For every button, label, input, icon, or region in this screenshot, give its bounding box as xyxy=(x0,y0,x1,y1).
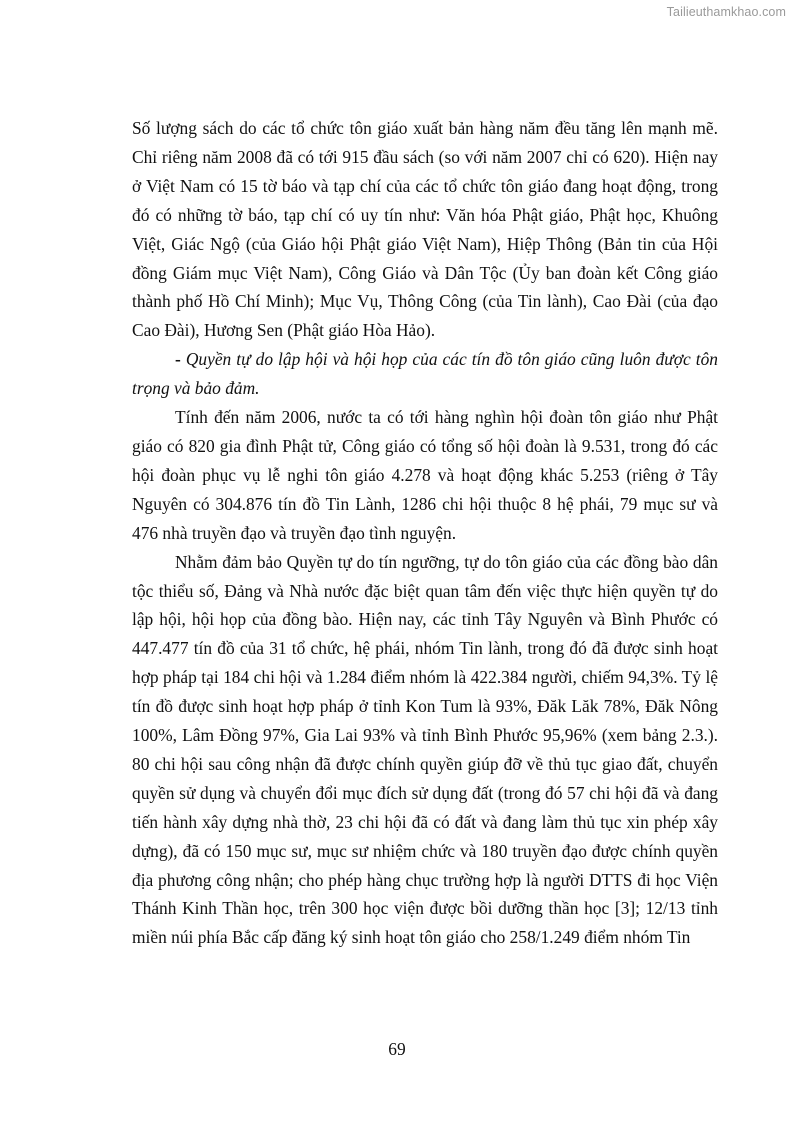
watermark: Tailieuthamkhao.com xyxy=(666,5,786,19)
page-number: 69 xyxy=(388,1039,406,1059)
italic-heading-text: Quyền tự do lập hội và hội họp của các tín đồ tôn giáo cũng luôn được tôn trọng và bảo đảm. xyxy=(132,349,719,399)
dash-prefix: - xyxy=(175,349,186,370)
paragraph-heading-freedom-of-association xyxy=(132,345,718,403)
paragraph-publications: Số lượng sách do các tổ chức tôn giáo xuất bản hàng năm đều tăng lên mạnh mẽ. Chỉ riêng năm 2008 đã có tới 915 đầu sách (so với năm 2007 chỉ có 620). Hiện nay ở Việt Nam có 15 tờ báo và tạp chí của các tổ chức tôn giáo đang hoạt động, trong đó có những tờ báo, tạp chí có uy tín như: Văn hóa Phật giáo, Phật học, Khuông Việt, Giác Ngộ (của Giáo hội Phật giáo Việt Nam), Hiệp Thông (Bản tin của Hội đồng Giám mục Việt Nam), Công Giáo và Dân Tộc (Ủy ban đoàn kết Công giáo thành phố Hồ Chí Minh); Mục Vụ, Thông Công (của Tin lành), Cao Đài (của đạo Cao Đài), Hương Sen (Phật giáo Hòa Hảo). xyxy=(132,118,718,341)
paragraph-ethnic-minorities: Nhằm đảm bảo Quyền tự do tín ngưỡng, tự do tôn giáo của các đồng bào dân tộc thiểu số, Đảng và Nhà nước đặc biệt quan tâm đến việc thực hiện quyền tự do lập hội, hội họp của đồng bào. Hiện nay, các tỉnh Tây Nguyên và Bình Phước có 447.477 tín đồ của 31 tổ chức, hệ phái, nhóm Tin lành, trong đó đã được sinh hoạt hợp pháp tại 184 chi hội và 1.284 điểm nhóm là 422.384 người, chiếm 94,3%. Tỷ lệ tín đồ được sinh hoạt hợp pháp ở tỉnh Kon Tum là 93%, Đăk Lăk 78%, Đăk Nông 100%, Lâm Đồng 97%, Gia Lai 93% và tỉnh Bình Phước 95,96% (xem bảng 2.3.). 80 chi hội sau công nhận đã được chính quyền giúp đỡ về thủ tục giao đất, chuyển quyền sử dụng và chuyển đổi mục đích sử dụng đất (trong đó 57 chi hội đã và đang tiến hành xây dựng nhà thờ, 23 chi hội đã có đất và đang làm thủ tục xin phép xây dựng), đã có 150 mục sư, mục sư nhiệm chức và 180 truyền đạo được chính quyền địa phương công nhận; cho phép hàng chục trường hợp là người DTTS đi học Viện Thánh Kinh Thần học, trên 300 học viện được bồi dưỡng thần học [3]; 12/13 tỉnh miền núi phía Bắc cấp đăng ký sinh hoạt tôn giáo cho 258/1.249 điểm nhóm Tin xyxy=(132,551,718,948)
paragraph-associations-2006: Tính đến năm 2006, nước ta có tới hàng nghìn hội đoàn tôn giáo như Phật giáo có 820 gia đình Phật tử, Công giáo có tổng số hội đoàn là 9.531, trong đó các hội đoàn phục vụ lễ nghi tôn giáo 4.278 và hoạt động khác 5.253 (riêng ở Tây Nguyên có 304.876 tín đồ Tin Lành, 1286 chi hội thuộc 8 hệ phái, 79 mục sư và 476 nhà truyền đạo và truyền đạo tình nguyện. xyxy=(132,407,718,543)
page-body xyxy=(132,114,718,952)
